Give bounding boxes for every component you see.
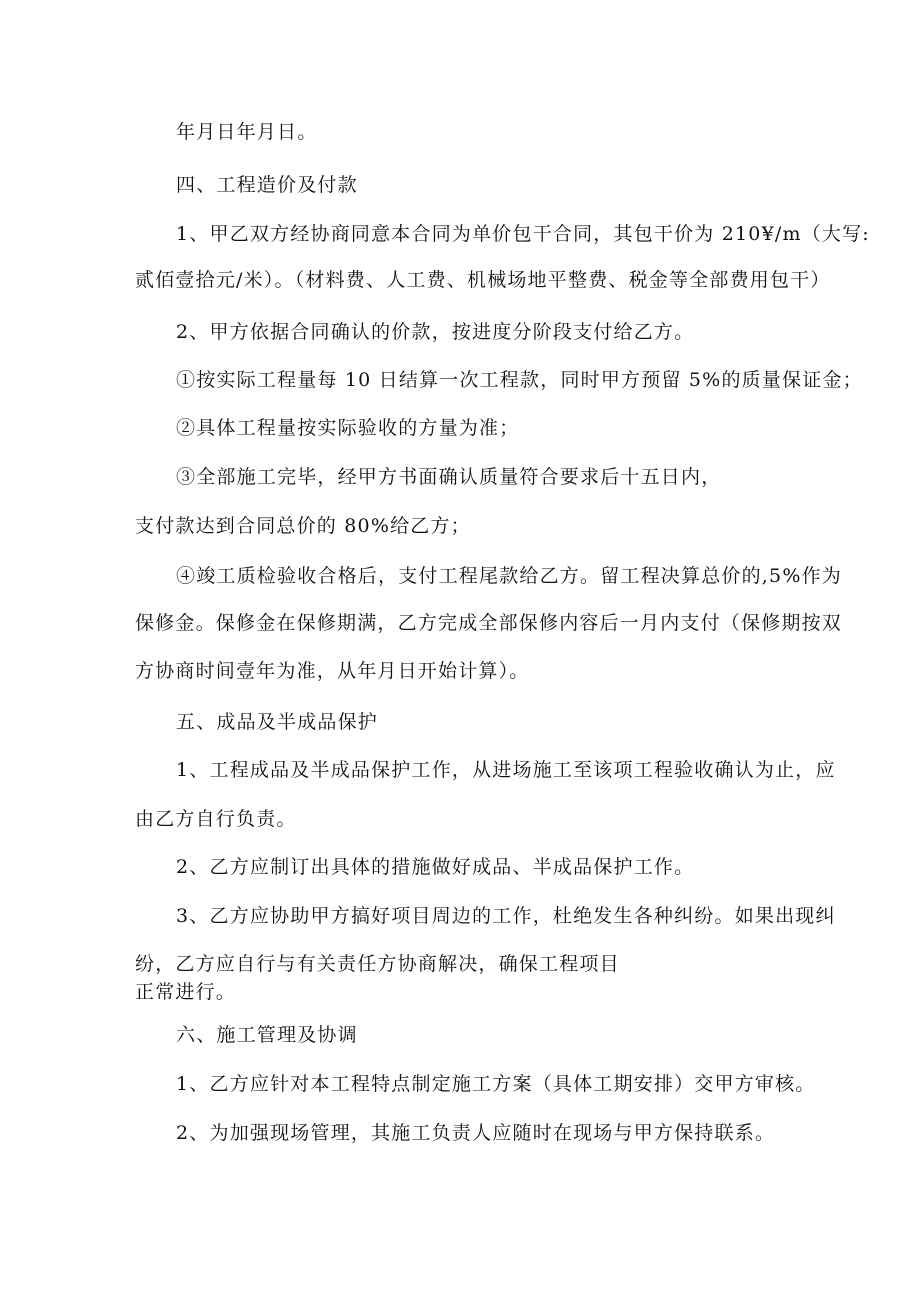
paragraph-unit-price-contract: 1、甲乙双方经协商同意本合同为单价包干合同，其包干价为 210¥/m（大写: <box>176 223 870 245</box>
section-heading-product-protection: 五、成品及半成品保护 <box>176 711 379 733</box>
paragraph-dispute-handling-cont-1: 纷，乙方应自行与有关责任方协商解决，确保工程项目 <box>135 953 620 975</box>
paragraph-protection-measures: 2、乙方应制订出具体的措施做好成品、半成品保护工作。 <box>176 856 695 878</box>
list-item-final-payment-cont-1: 保修金。保修金在保修期满，乙方完成全部保修内容后一月内支付（保修期按双 <box>135 612 843 634</box>
paragraph-protection-responsibility-cont: 由乙方自行负责。 <box>135 808 297 830</box>
section-heading-construction-management: 六、施工管理及协调 <box>176 1024 358 1046</box>
list-item-settlement-every-10-days: ①按实际工程量每 10 日结算一次工程款，同时甲方预留 5%的质量保证金； <box>176 369 863 391</box>
paragraph-dispute-handling: 3、乙方应协助甲方搞好项目周边的工作，杜绝发生各种纠纷。如果出现纠 <box>176 905 836 927</box>
list-item-actual-volume: ②具体工程量按实际验收的方量为准； <box>176 417 520 439</box>
paragraph-protection-responsibility: 1、工程成品及半成品保护工作，从进场施工至该项工程验收确认为止，应 <box>176 759 836 781</box>
list-item-final-payment-cont-2: 方协商时间壹年为准，从年月日开始计算）。 <box>135 660 530 682</box>
paragraph-unit-price-contract-cont: 贰佰壹拾元/米）。（材料费、人工费、机械场地平整费、税金等全部费用包干） <box>135 269 831 291</box>
list-item-completion-confirmation-cont: 支付款达到合同总价的 80%给乙方； <box>135 515 471 537</box>
list-item-completion-confirmation: ③全部施工完毕，经甲方书面确认质量符合要求后十五日内， <box>176 466 722 488</box>
paragraph-payment-by-progress: 2、甲方依据合同确认的价款，按进度分阶段支付给乙方。 <box>176 321 695 343</box>
paragraph-construction-plan: 1、乙方应针对本工程特点制定施工方案（具体工期安排）交甲方审核。 <box>176 1073 816 1095</box>
paragraph-date-line: 年月日年月日。 <box>176 121 318 143</box>
section-heading-cost-payment: 四、工程造价及付款 <box>176 174 358 196</box>
paragraph-site-management: 2、为加强现场管理，其施工负责人应随时在现场与甲方保持联系。 <box>176 1122 776 1144</box>
list-item-final-payment: ④竣工质检验收合格后，支付工程尾款给乙方。留工程决算总价的,5%作为 <box>176 565 842 587</box>
paragraph-dispute-handling-cont-2: 正常进行。 <box>135 981 237 1003</box>
